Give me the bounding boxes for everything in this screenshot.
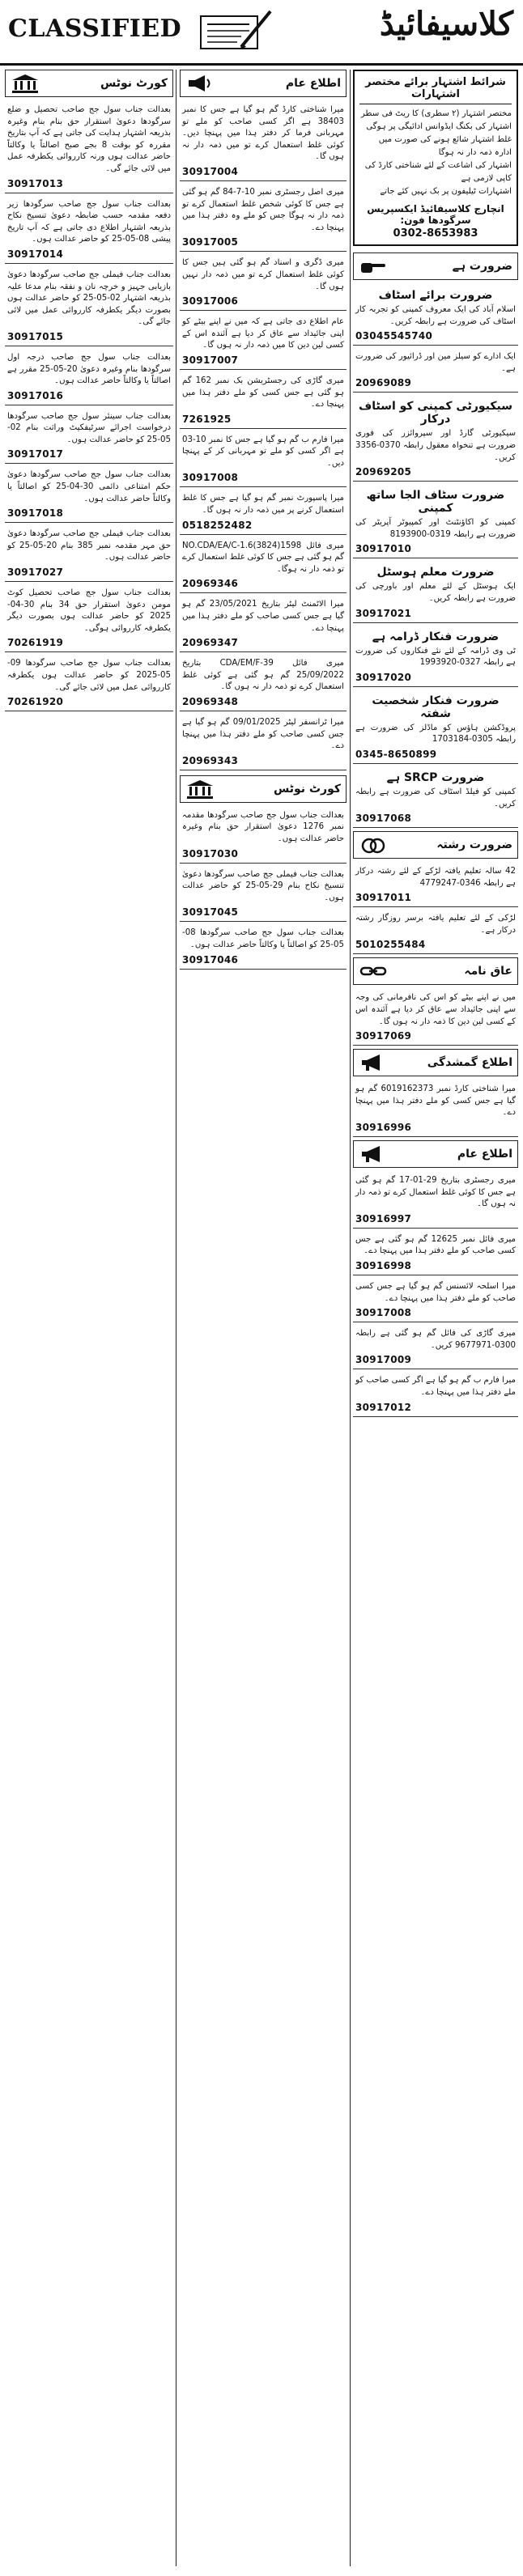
classified-ad	[180, 867, 347, 923]
ad-text: میرا شناختی کارڈ گم ہو گیا ہے جس کا نمبر 38403 ہے اگر کسی صاحب کو ملے تو مہربانی فرما کر دفتر ہذا میں پہنچا دیں۔ کوئی غلط استعمال کرے تو میں ذمہ دار نہ ہوں گا۔	[182, 105, 344, 162]
section-header	[353, 831, 518, 859]
classified-ad	[353, 1081, 518, 1137]
loudspeaker-icon	[185, 73, 215, 94]
classified-ad	[353, 349, 518, 393]
classified-ad	[353, 1232, 518, 1275]
ad-text: بعدالت جناب سول جج صاحب سرگودھا 09-05-2025 کو حاضر عدالت ہوں یکطرفہ کارروائی عمل میں لائی جائے گی۔	[7, 659, 171, 692]
ad-code: 20969346	[182, 578, 239, 590]
ad-code: 30917004	[182, 165, 239, 177]
section-title: اطلاع عام	[457, 1148, 512, 1161]
classified-ad	[353, 1279, 518, 1322]
ad-text: میرا الاٹمنٹ لیٹر بتاریخ 23/05/2021 گم ہو گیا ہے جس کسی صاحب کو ملے دفتر ہذا میں پہنچا دے۔	[182, 600, 344, 633]
classified-ad	[180, 715, 347, 770]
ad-text: ایک ادارے کو سیلز مین اور ڈرائیور کی ضرورت ہے۔	[355, 352, 516, 373]
ad-heading: سیکیورٹی کمپنی کو اسٹاف درکار	[358, 400, 513, 427]
ad-terms-item: غلط اشتہار شائع ہونے کی صورت میں ادارہ ذمہ دار نہ ہوگا	[378, 135, 512, 157]
ad-terms-item: اشتہارات ٹیلیفون پر بک نہیں کئے جاتے	[380, 187, 512, 196]
ad-heading: ضرورت سٹاف الجا ساتھ کمپنی	[366, 489, 505, 516]
ad-text: میرا پاسپورٹ نمبر گم ہو گیا ہے جس کا غلط استعمال کرنے پر میں ذمہ دار نہ ہوں گا۔	[182, 494, 344, 516]
classified-ad	[353, 485, 518, 558]
section-title: عاق نامہ	[464, 965, 512, 978]
classified-ad	[180, 538, 347, 594]
ad-code: 30917012	[355, 1401, 412, 1413]
classified-ad	[5, 526, 173, 582]
entry-list	[353, 285, 518, 828]
section-header	[5, 70, 173, 97]
ad-code: 03045545740	[355, 330, 433, 342]
classified-ad	[180, 373, 347, 429]
ad-terms-phone: 0302-8653983	[393, 227, 478, 240]
ad-text: کمپنی کو فیلڈ اسٹاف کی ضرورت ہے رابطہ کریں۔	[355, 787, 516, 808]
ad-text: میرا فارم ب گم ہو گیا ہے جس کا نمبر 10-03 ہے اگر کسی کو ملے تو مہربانی کر کے پہنچا دیں۔	[182, 435, 344, 468]
ad-code: 0345-8650899	[355, 748, 437, 760]
ad-code: 30917017	[7, 448, 64, 460]
classified-ad	[5, 350, 173, 405]
classified-ad	[5, 102, 173, 193]
section-title: کورٹ نوٹس	[100, 77, 168, 90]
ad-code: 20969347	[182, 637, 239, 649]
classified-ad	[5, 409, 173, 465]
ad-code: 30917015	[7, 330, 64, 342]
section-header	[180, 70, 347, 97]
pointing-hand-icon	[359, 256, 388, 277]
entry-list	[180, 102, 347, 770]
page-header	[0, 0, 523, 66]
ad-code: 5010255484	[355, 939, 426, 951]
classified-ad	[353, 864, 518, 907]
classified-ad	[180, 255, 347, 311]
section-title: ضرورت رشتہ	[436, 838, 512, 852]
classified-ad	[353, 626, 518, 687]
ad-code: 30917007	[182, 354, 239, 366]
ad-text: بعدالت جناب فیملی جج صاحب سرگودھا دعویٰ حق مہر مقدمہ نمبر 385 بنام 20-05-25 کو حاضر عدالت ہوں۔	[7, 529, 171, 562]
section-header	[353, 1140, 518, 1168]
classified-ad	[353, 396, 518, 482]
ad-code: 30917013	[7, 177, 64, 189]
ad-text: بعدالت جناب سول جج صاحب درجہ اول سرگودھا بنام وغیرہ دعویٰ 20-05-25 مقرر ہے اصالتاً یا وکالتاً حاضر عدالت ہوں۔	[7, 352, 171, 386]
ad-text: بعدالت جناب سول جج صاحب سرگودھا دعویٰ حکم امتناعی دائمی 30-04-25 کو اصالتاً یا وکالتاً حاضر عدالت ہوں۔	[7, 470, 171, 503]
ad-text: بعدالت جناب سول جج صاحب تحصیل و ضلع سرگودھا دعویٰ استقرار حق بنام بنام وغیرہ بذریعہ اشتہار ہدایت کی جاتی ہے کہ آپ بتاریخ مقررہ کو بوقت 8 بجے صبح اصالتاً یا وکالتاً حاضر عدالت ہوں ورنہ کارروائی یکطرفہ عمل میں لائی جائے گی۔	[7, 105, 171, 173]
newspaper-pen-icon	[193, 6, 274, 55]
ad-code: 30917018	[7, 507, 64, 520]
ad-code: 30917008	[182, 472, 239, 484]
entry-list	[353, 1081, 518, 1137]
ad-code: 30917020	[355, 671, 412, 683]
section-header	[353, 957, 518, 985]
ad-text: بعدالت جناب سول جج صاحب سرگودھا زیر دفعہ مقدمہ حسب ضابطہ دعویٰ تنسیخ نکاح بذریعہ اشتہار اطلاع دی جاتی ہے کہ آپ تاریخ پیشی 08-05-25 کو حاضر عدالت ہوں۔	[7, 199, 171, 244]
entry-list	[353, 1173, 518, 1417]
ad-terms-title: شرائط اشتہار برائے مختصر اشتہارات	[359, 76, 512, 104]
classified-ad	[5, 585, 173, 652]
ad-code: 0518252482	[182, 519, 253, 531]
section-header	[353, 253, 518, 280]
header-title-ur: کلاسیفائیڈ	[379, 5, 513, 43]
ad-terms-box	[353, 70, 518, 246]
classified-ad	[180, 656, 347, 711]
classified-ad	[353, 1373, 518, 1416]
classified-ad	[180, 185, 347, 252]
ad-code: 30917010	[355, 543, 412, 555]
classified-ad	[180, 490, 347, 534]
classified-ad	[180, 102, 347, 181]
classified-ad	[5, 656, 173, 711]
ad-heading: ضرورت معلم ہوسٹل	[376, 566, 495, 579]
section-title: ضرورت ہے	[452, 260, 512, 273]
ad-code: 30916996	[355, 1122, 412, 1134]
ad-text: میری گاڑی کی فائل گم ہو گئی ہے رابطہ 0300-9677971 کریں۔	[355, 1329, 516, 1350]
ad-terms-item: اشتہار کی اشاعت کے لئے شناختی کارڈ کی کاپی لازمی ہے	[364, 161, 512, 183]
classified-ad	[180, 596, 347, 652]
ad-code: 30917011	[355, 892, 412, 904]
classified-ad	[5, 197, 173, 264]
ad-terms-list	[359, 108, 512, 198]
ad-code: 30917009	[355, 1354, 412, 1366]
classified-ad	[180, 432, 347, 488]
ad-text: میرا اسلحہ لائسنس گم ہو گیا ہے جس کسی صاحب کو ملے دفتر ہذا میں پہنچا دے۔	[355, 1282, 516, 1303]
ad-text: میری فائل نمبر 12625 گم ہو گئی ہے جس کسی صاحب کو ملے دفتر ہذا میں پہنچا دے۔	[355, 1234, 516, 1256]
ad-code: 70261919	[7, 637, 64, 649]
ad-code: 30916997	[355, 1212, 412, 1224]
ad-code: 30917005	[182, 236, 239, 248]
courthouse-icon	[185, 779, 215, 800]
ad-text: میری فائل CDA/EM/F-39 بتاریخ 25/09/2022 گم ہو گئی ہے کوئی غلط استعمال کرے تو ذمہ دار نہ ہوں گا۔	[182, 659, 344, 692]
ad-text: اسلام آباد کی ایک معروف کمپنی کو تجربہ کار اسٹاف کی ضرورت ہے رابطہ کریں۔	[355, 305, 516, 326]
classified-ad	[353, 1173, 518, 1229]
ad-text: میں نے اپنے بیٹے کو اس کی نافرمانی کی وجہ سے اپنی جائیداد سے عاق کر دیا ہے آئندہ اس کے کسی لین دین کا ذمہ دار نہ ہوں گا۔	[355, 993, 516, 1026]
ad-heading: ضرورت فنکار ڈرامہ ہے	[372, 630, 500, 643]
classified-ad	[353, 990, 518, 1046]
ad-text: بعدالت جناب سول جج صاحب سرگودھا 08-05-25 کو اصالتاً یا وکالتاً حاضر عدالت ہوں۔	[182, 928, 344, 949]
megaphone-icon	[359, 1144, 388, 1165]
ad-code: 30917045	[182, 906, 239, 919]
ad-code: 30917027	[7, 567, 64, 579]
classified-ad	[180, 925, 347, 969]
entry-list	[353, 864, 518, 954]
column-divider	[350, 70, 351, 2566]
ad-text: پروڈکشن ہاؤس کو ماڈلز کی ضرورت ہے رابطہ 0305-1703184	[355, 723, 516, 745]
ad-code: 30917006	[182, 295, 239, 308]
ad-text: ایک ہوسٹل کے لئے معلم اور باورچی کی ضرورت ہے رابطہ کریں۔	[355, 582, 516, 603]
ad-code: 20969205	[355, 466, 412, 478]
section-title: اطلاع عام	[285, 77, 341, 90]
column-public-notices	[180, 70, 347, 2566]
section-title: اطلاع گمشدگی	[427, 1056, 512, 1070]
column-wanted	[353, 70, 518, 2566]
ad-code: 30917016	[7, 389, 64, 401]
ad-text: میری اصل رجسٹری نمبر 10-7-84 گم ہو گئی ہے جس کا کوئی شخص غلط استعمال کرے تو ذمہ دار نہ ہوگا جس کو ملے وہ دفتر ہذا میں پہنچا دے۔	[182, 187, 344, 232]
ad-text: بعدالت جناب سینئر سول جج صاحب سرگودھا درخواست اجرائے سرٹیفکیٹ وراثت بنام 02-05-25 کو حاضر عدالت ہوں۔	[7, 411, 171, 444]
ad-text: بعدالت جناب فیملی جج صاحب سرگودھا دعویٰ بازیابی جہیز و خرچہ نان و نفقہ بنام مدعا علیہ بذریعہ اشتہار 02-05-25 کو حاضر عدالت ہوں بصورت دیگر یکطرفہ کارروائی عمل میں لائی جائے گی۔	[7, 269, 171, 327]
ad-code: 30917046	[182, 953, 239, 965]
ad-terms-item: اشتہار کی بکنگ ایڈوانس ادائیگی پر ہوگی	[366, 122, 512, 131]
ad-code: 30917008	[355, 1307, 412, 1319]
ad-text: سیکیورٹی گارڈ اور سپروائزر کی فوری ضرورت ہے تنخواہ معقول رابطہ 0370-3356 کریں۔	[355, 429, 516, 462]
section-title: کورٹ نوٹس	[273, 782, 341, 796]
ad-code: 30917021	[355, 607, 412, 619]
header-title-en: CLASSIFIED	[8, 15, 182, 43]
classified-ad	[353, 690, 518, 764]
ad-text: میری ڈگری و اسناد گم ہو گئی ہیں جس کا کوئی غلط استعمال کرے تو میں ذمہ دار نہیں ہوں گا۔	[182, 258, 344, 291]
ad-text: 42 سالہ تعلیم یافتہ لڑکے کے لئے رشتہ درکار ہے رابطہ 0346-4779247	[355, 867, 516, 888]
ad-code: 30917030	[182, 847, 239, 859]
ad-terms-footer: انچارج کلاسیفائیڈ ایکسپریس سرگودھا فون:	[367, 203, 504, 226]
ad-terms-item: مختصر اشتہار (۲ سطری) کا ریٹ فی سطر	[360, 109, 512, 118]
ad-text: بعدالت جناب سول جج صاحب تحصیل کوٹ مومن دعویٰ استقرار حق 34 بنام 30-04-2025 کو حاضر عدالت ہوں بصورت دیگر یکطرفہ کارروائی ہوگی۔	[7, 588, 171, 633]
entry-list	[353, 990, 518, 1046]
megaphone-icon	[359, 1052, 388, 1073]
entry-list	[180, 808, 347, 970]
ad-text: میری گاڑی کی رجسٹریشن بک نمبر 162 گم ہو گئی ہے جس کسی کو ملے دفتر ہذا میں پہنچا دے۔	[182, 376, 344, 410]
classified-ad	[353, 767, 518, 828]
ad-code: 30917014	[7, 248, 64, 260]
ad-code: 70261920	[7, 696, 64, 708]
ad-text: لڑکی کے لئے تعلیم یافتہ برسر روزگار رشتہ درکار ہے۔	[355, 914, 516, 935]
ad-text: میرا شناختی کارڈ نمبر 6019162373 گم ہو گیا ہے جس کسی کو ملے دفتر ہذا میں پہنچا دے۔	[355, 1084, 517, 1118]
ad-text: بعدالت جناب فیملی جج صاحب سرگودھا دعویٰ تنسیخ نکاح بنام 29-05-25 کو حاضر عدالت ہوں۔	[182, 869, 344, 902]
ad-heading: ضرورت SRCP ہے	[386, 770, 485, 784]
ad-code: 30917069	[355, 1030, 412, 1042]
ad-code: 7261925	[182, 413, 232, 425]
ad-code: 20969343	[182, 754, 239, 766]
courthouse-icon	[11, 73, 40, 94]
column-court-notices	[5, 70, 173, 2566]
classified-ad	[5, 267, 173, 346]
classified-ad	[5, 467, 173, 523]
classified-ad	[353, 285, 518, 346]
ad-heading: ضرورت برائے اسٹاف	[378, 289, 493, 302]
ad-text: میرا ٹرانسفر لیٹر 09/01/2025 گم ہو گیا ہے جس کسی صاحب کو ملے دفتر ہذا میں پہنچا دے۔	[182, 718, 344, 751]
classified-ad	[353, 562, 518, 622]
ad-heading: ضرورت فنکار شخصیت شفتہ	[372, 694, 500, 720]
ad-text: میری رجسٹری بتاریخ 29-01-17 گم ہو گئی ہے جس کا کوئی غلط استعمال کرے تو ذمہ دار نہ ہوں گا۔	[355, 1176, 516, 1209]
ad-text: بعدالت جناب سول جج صاحب سرگودھا مقدمہ نمبر 1276 دعویٰ استقرار حق بنام وغیرہ حاضر عدالت ہوں۔	[182, 810, 344, 843]
section-header	[353, 1049, 518, 1076]
ad-text: ٹی وی ڈرامہ کے لئے نئے فنکاروں کی ضرورت ہے رابطہ 0327-1993920	[355, 646, 516, 668]
ad-code: 30917068	[355, 813, 412, 825]
ad-text: عام اطلاع دی جاتی ہے کہ میں نے اپنے بیٹے کو اپنی جائیداد سے عاق کر دیا ہے آئندہ اس کے کسی لین دین کا میں ذمہ دار نہ ہوں گا۔	[182, 317, 344, 350]
rings-icon	[359, 834, 388, 855]
ad-code: 20969089	[355, 377, 412, 389]
classified-ad	[180, 808, 347, 864]
ad-text: میرا فارم ب گم ہو گیا ہے اگر کسی صاحب کو ملے دفتر ہذا میں پہنچا دے۔	[355, 1376, 516, 1397]
section-header	[180, 775, 347, 803]
entry-list	[5, 102, 173, 711]
classified-ad	[353, 910, 518, 954]
classified-ad	[353, 1326, 518, 1369]
ad-code: 20969348	[182, 696, 239, 707]
classified-ad	[180, 314, 347, 370]
ad-text: کمپنی کو اکاؤنٹنٹ اور کمپیوٹر آپریٹر کی ضرورت ہے رابطہ 0319-8193900	[355, 518, 516, 539]
ad-text: میری فائل NO.CDA/EA/C-1.6(3824)1598 گم ہو گئی ہے جس کا کوئی غلط استعمال کرے تو ذمہ دار نہ ہوگا۔	[182, 541, 344, 574]
ad-code: 30916998	[355, 1260, 412, 1271]
chain-icon	[359, 961, 388, 982]
